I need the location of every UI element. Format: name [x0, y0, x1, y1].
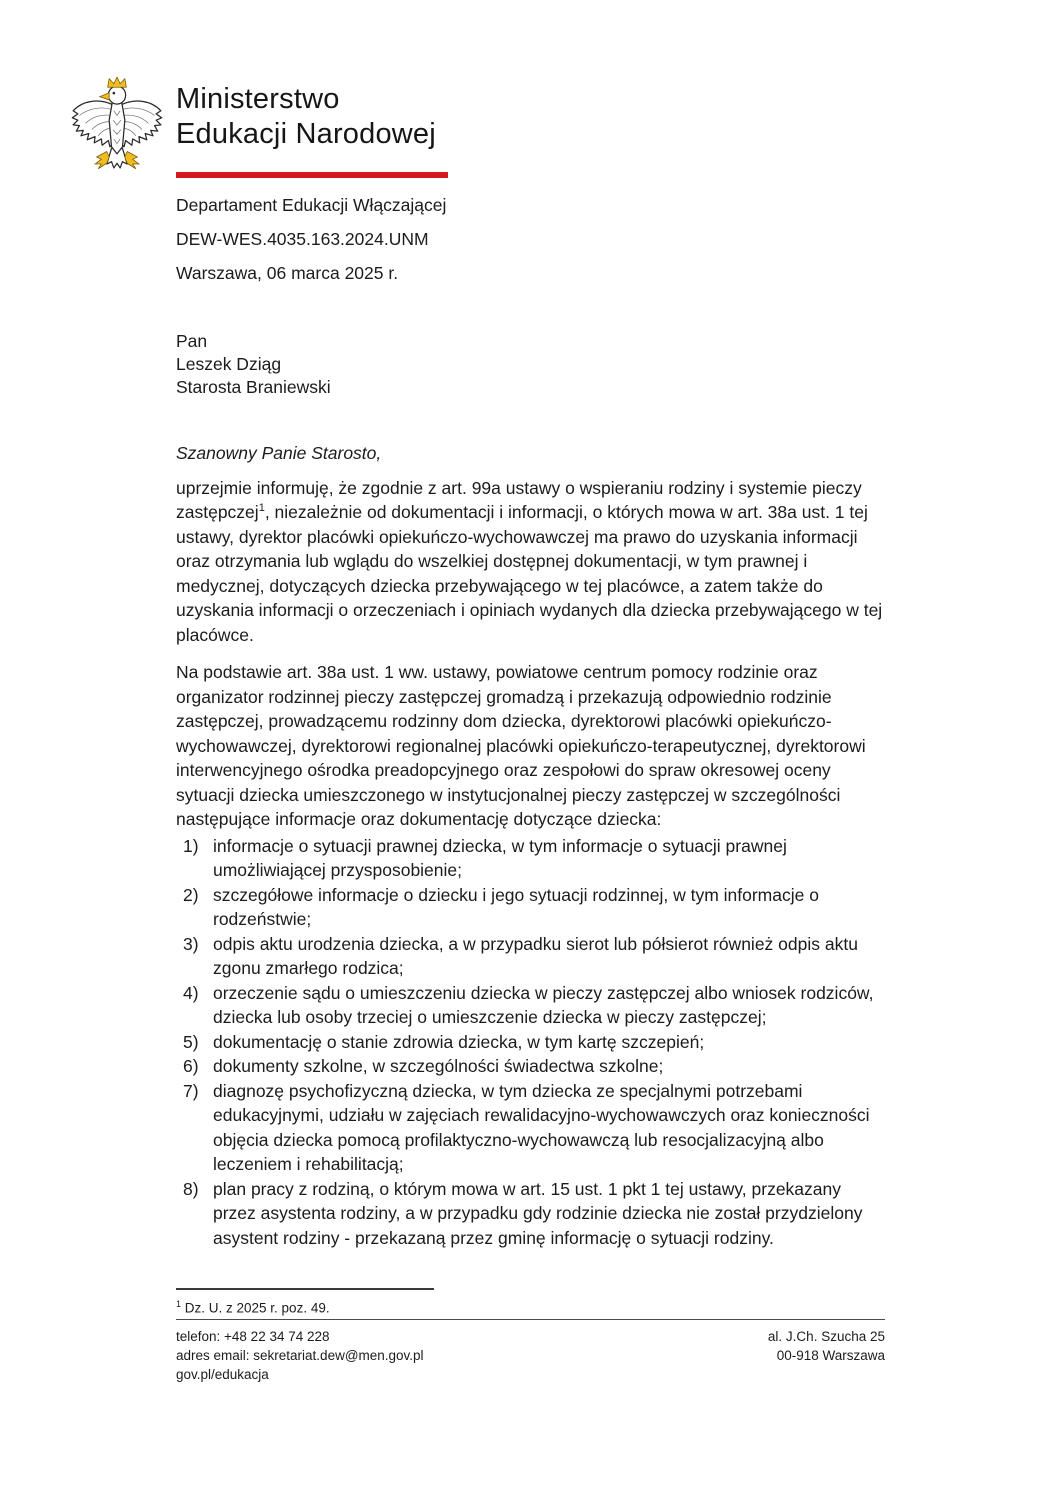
accent-rule — [176, 172, 448, 178]
recipient-line: Pan — [176, 331, 208, 351]
list-item-number: 8) — [183, 1178, 199, 1199]
list-item — [176, 1177, 885, 1251]
list-item — [176, 1030, 885, 1055]
address-line: al. J.Ch. Szucha 25 — [767, 1328, 885, 1344]
list-item — [176, 981, 885, 1030]
page-footer — [176, 1288, 885, 1384]
list-item-number: 2) — [183, 884, 199, 905]
contact-block — [176, 1327, 885, 1384]
list-item-text: dokumentację o stanie zdrowia dziecka, w tym kartę szczepień; — [213, 1031, 705, 1052]
polish-eagle-emblem-icon — [70, 76, 164, 180]
list-item-number: 5) — [183, 1031, 199, 1052]
footnote — [176, 1290, 885, 1320]
list-item-text: odpis aktu urodzenia dziecka, a w przypadku sierot lub półsierot również odpis aktu zgonu zmarłego rodzica; — [213, 933, 858, 978]
list-item-text: plan pracy z rodziną, o którym mowa w art. 15 ust. 1 pkt 1 tej ustawy, przekazany przez asystenta rodziny, a w przypadku gdy rodzinie dziecka nie został przydzielony asystent rodziny - przekazaną przez gminę informację o sytuacji rodziny. — [213, 1178, 863, 1248]
list-item-text: informacje o sytuacji prawnej dziecka, w tym informacje o sytuacji prawnej umożliwiającej przysposobienie; — [213, 835, 787, 880]
list-item-number: 4) — [183, 982, 199, 1003]
list-item-number: 3) — [183, 933, 199, 954]
footnote-reference: 1 — [258, 502, 265, 515]
footnote-number: 1 — [176, 1299, 182, 1309]
email-line: adres email: sekretariat.dew@men.gov.pl — [176, 1347, 424, 1363]
ministry-name — [176, 82, 886, 152]
paragraph-1 — [176, 476, 885, 648]
recipient-block — [176, 330, 885, 399]
recipient-line: Leszek Dziąg — [176, 354, 282, 374]
phone-line: telefon: +48 22 34 74 228 — [176, 1328, 330, 1344]
paragraph-1-text-a: uprzejmie informuję, że zgodnie z art. 99a ustawy o wspieraniu rodziny i systemie pieczy zastępczej — [176, 477, 862, 522]
paragraph-2: Na podstawie art. 38a ust. 1 ww. ustawy, powiatowe centrum pomocy rodzinie oraz organizator rodzinnej pieczy zastępczej gromadzą i przekazują odpowiednio rodzinie zastępczej, prowadzącemu rodzinny dom dziecka, dyrektorowi placówki opiekuńczo-wychowawczej, dyrektorowi regionalnej placówki opiekuńczo-terapeutycznej, dyrektorowi interwencyjnego ośrodka preadopcyjnego oraz zespołowi do spraw okresowej oceny sytuacji dziecka umieszczonego w instytucjonalnej pieczy zastępczej w szczególności następujące informacje oraz dokumentację dotyczące dziecka: — [176, 662, 866, 829]
salutation: Szanowny Panie Starosto, — [176, 443, 382, 463]
letter-body — [176, 330, 885, 1250]
list-item — [176, 834, 885, 883]
list-item — [176, 932, 885, 981]
ministry-name-line1: Ministerstwo — [176, 83, 340, 115]
website-line: gov.pl/edukacja — [176, 1366, 269, 1382]
list-item — [176, 1079, 885, 1177]
paragraph-1-text-b: , niezależnie od dokumentacji i informacji, o których mowa w art. 38a ust. 1 tej ustawy, dyrektor placówki opiekuńczo-wychowawczej ma prawo do uzyskania informacji oraz otrzymania lub wglądu do wszelkiej dostępnej dokumentacji, w tym prawnej i medycznej, dotyczących dziecka przebywającego w tej placówce, a zatem także do uzyskania informacji o orzeczeniach i opiniach wydanych dla dziecka przebywającego w tej placówce. — [176, 502, 883, 645]
contact-left — [176, 1327, 424, 1384]
list-item-number: 6) — [183, 1056, 199, 1076]
list-item-text: szczegółowe informacje o dziecku i jego sytuacji rodzinnej, w tym informacje o rodzeństwie; — [213, 884, 819, 929]
list-item-number: 7) — [183, 1080, 199, 1101]
list-item-text: diagnozę psychofizyczną dziecka, w tym dziecka ze specjalnymi potrzebami edukacyjnymi, udziału w zajęciach rewalidacyjno-wychowawczych oraz konieczności objęcia dziecka pomocą profilaktyczno-wychowawczą lub resocjalizacyjną albo leczeniem i rehabilitacją; — [213, 1080, 870, 1174]
contact-right — [768, 1327, 885, 1384]
list-item-number: 1) — [183, 835, 199, 856]
list-item — [176, 1054, 885, 1079]
recipient-line: Starosta Braniewski — [176, 377, 331, 397]
reference-number: DEW-WES.4035.163.2024.UNM — [176, 229, 429, 249]
list-item — [176, 883, 885, 932]
list-item-text: orzeczenie sądu o umieszczeniu dziecka w pieczy zastępczej albo wniosek rodziców, dziecka lub osoby trzeciej o umieszczenie dziecka w pieczy zastępczej; — [213, 982, 874, 1027]
list-item-text: dokumenty szkolne, w szczególności świadectwa szkolne; — [213, 1056, 664, 1076]
numbered-list — [176, 834, 885, 1251]
ministry-name-line2: Edukacji Narodowej — [176, 118, 436, 150]
letterhead — [176, 82, 886, 284]
footnote-text: Dz. U. z 2025 r. poz. 49. — [181, 1300, 330, 1316]
postal-line: 00-918 Warszawa — [776, 1347, 885, 1363]
department-name: Departament Edukacji Włączającej — [176, 195, 447, 215]
place-and-date: Warszawa, 06 marca 2025 r. — [176, 263, 399, 283]
